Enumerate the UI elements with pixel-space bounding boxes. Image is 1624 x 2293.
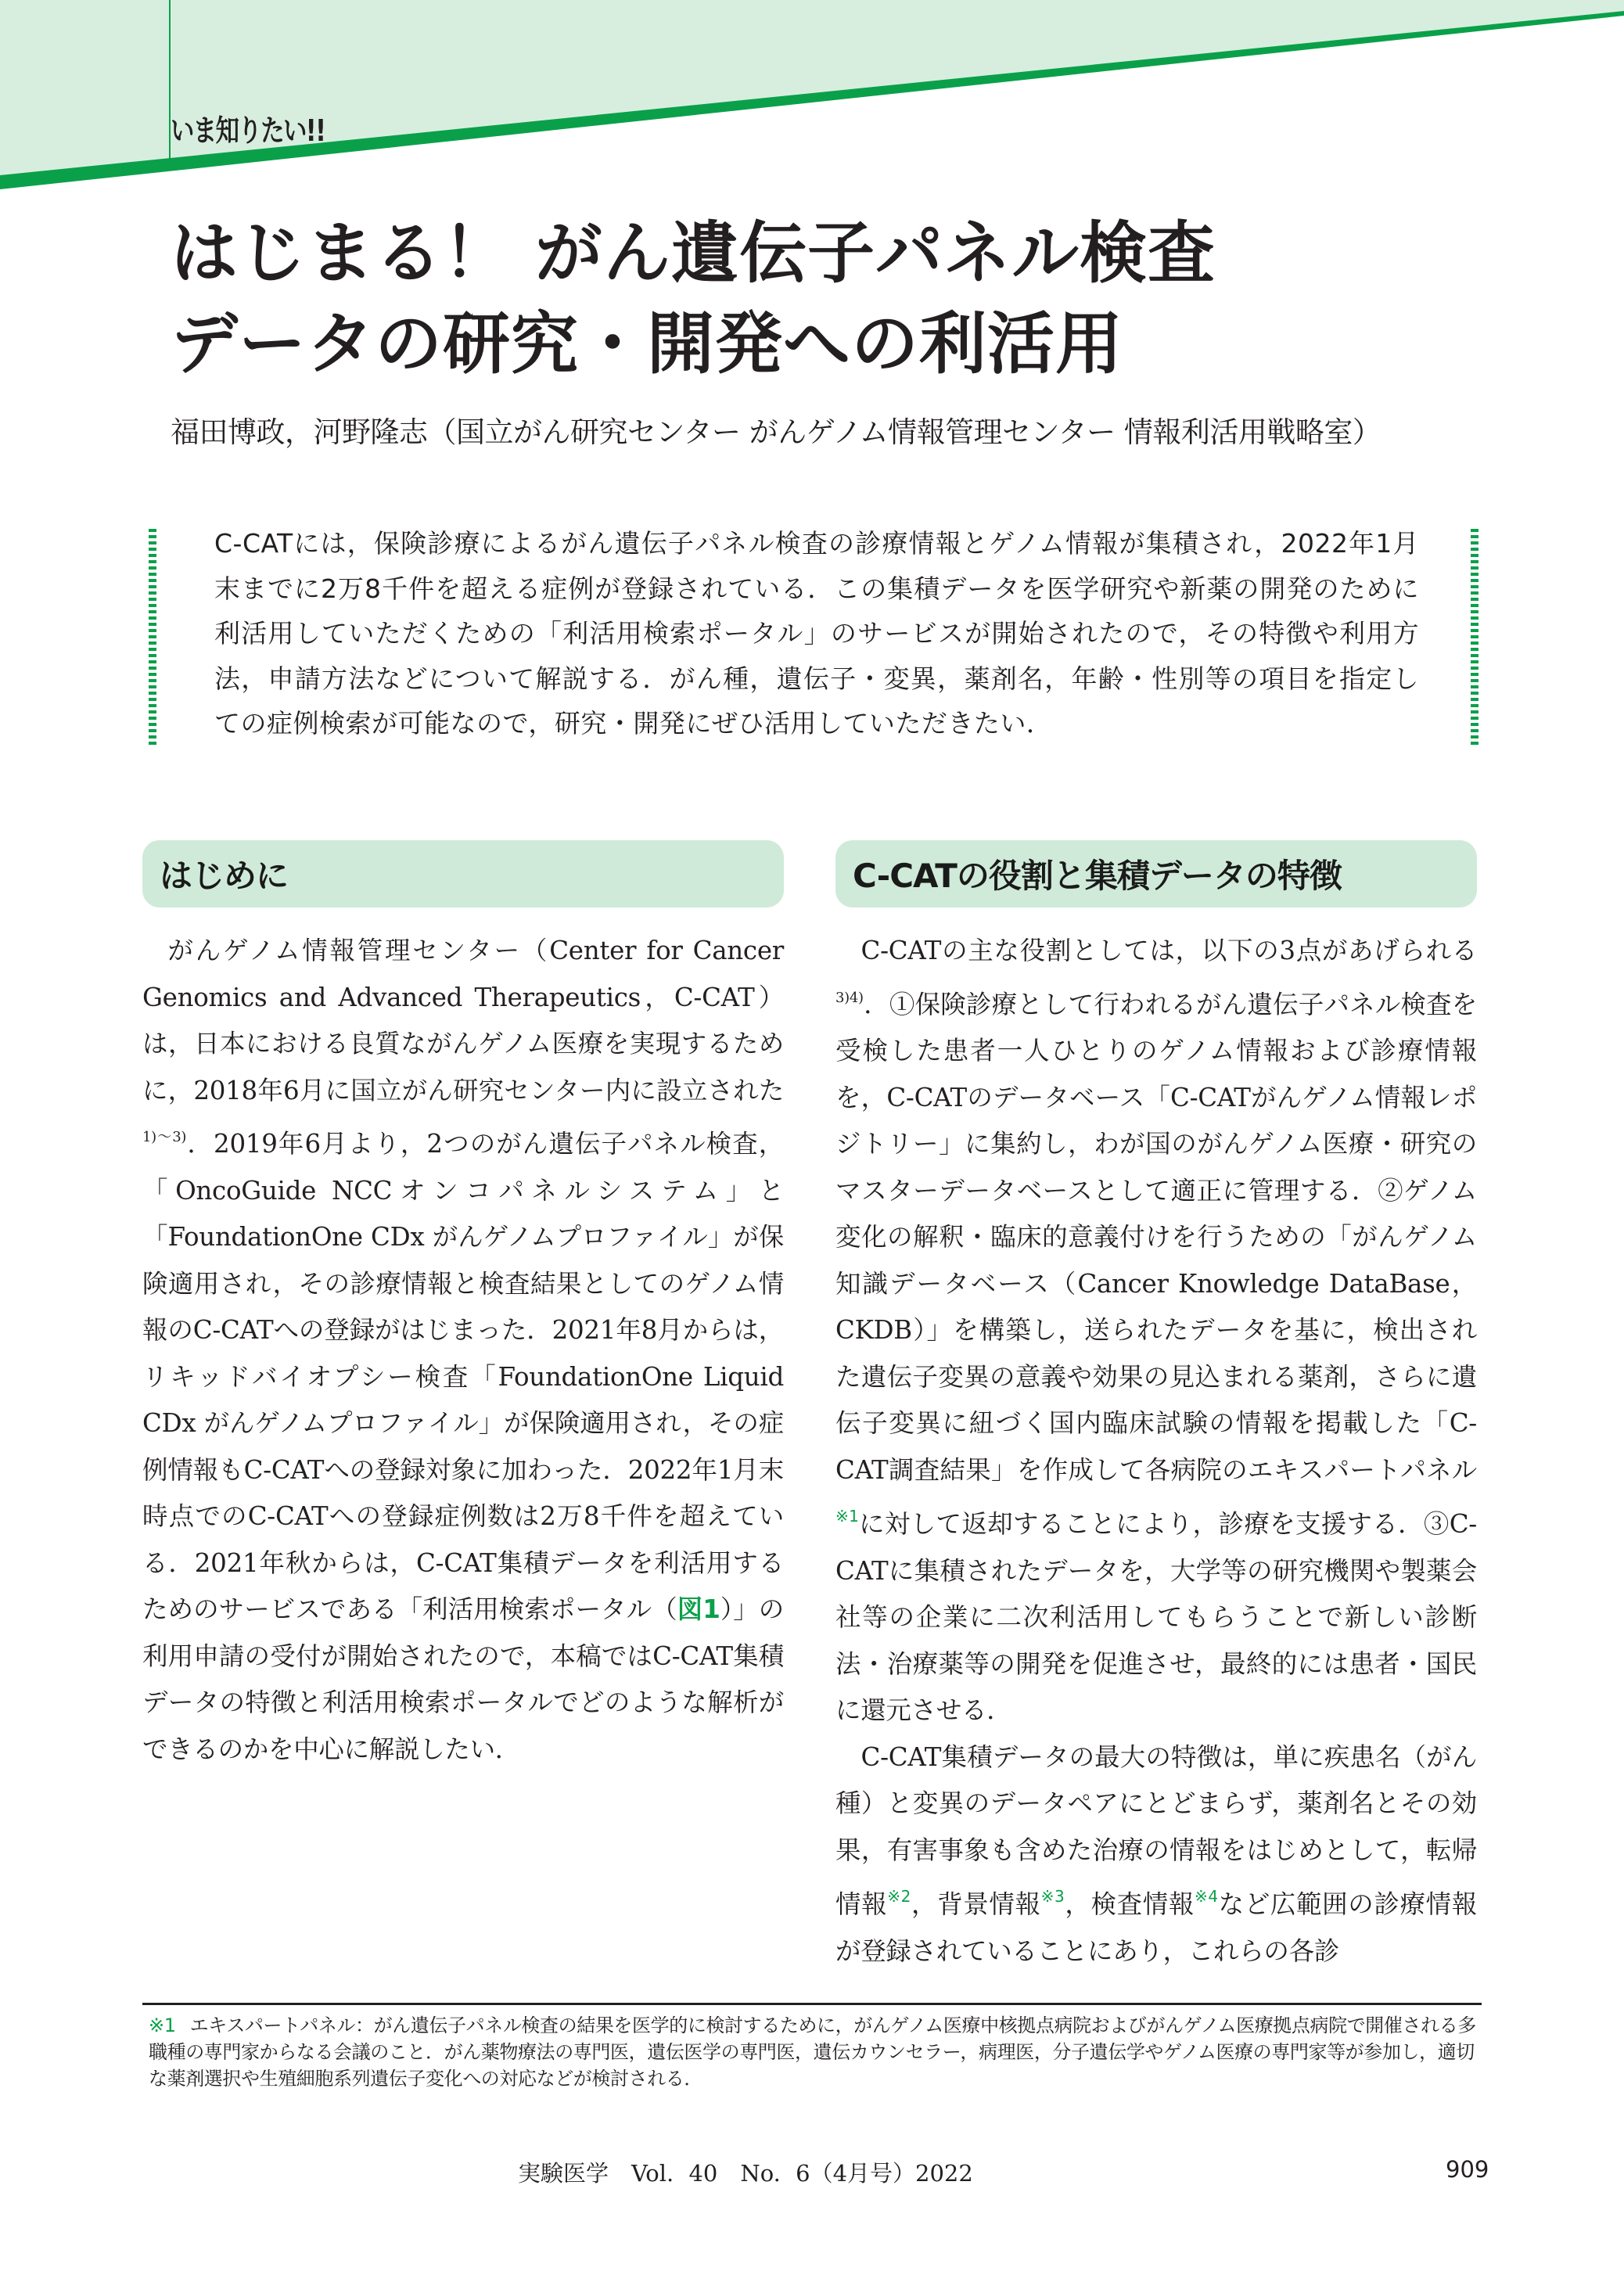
section-heading-introduction: [142, 840, 784, 907]
series-kicker: いま知りたい!!: [171, 113, 325, 148]
text-run: ．①保険診療として行われるがん遺伝子パネル検査を受検した患者一人ひとりのゲノム情報および診療情報を，C-CATのデータベース「C-CATがんゲノム情報レポジトリー」に集約し，わが国のがんゲノム医療・研究のマスターデータベースとして適正に管理する．②ゲノム変化の解釈・臨床的意義付けを行うための「がんゲノム知識データベース（Cancer Knowledge DataBase，CKDB）」を構築し，送られたデータを基に，検出された遺伝子変異の意義や効果の見込まれる薬剤，さらに遺伝子変異に紐づく国内臨床試験の情報を掲載した「C-CAT調査結果」を作成して各病院のエキスパートパネル: [835, 989, 1477, 1485]
text-run: C-CAT集積データの最大の特徴は，単に疾患名（がん種）と変異のデータペアにとどまらず，薬剤名とその効果，有害事象も含めた治療の情報をはじめとして，転帰情報: [835, 1741, 1477, 1919]
title-line-2: データの研究・開発への利活用: [171, 304, 1123, 383]
text-run: ，検査情報: [1064, 1889, 1195, 1919]
text-run: ．2019年6月より，2つのがん遺伝子パネル検査，「OncoGuide NCCオンコパネルシステム」と「FoundationOne CDx がんゲノムプロファイル」が保険適用され，その診療情報と検査結果としてのゲノム情報のC-CATへの登録がはじまった．2021年8月からは，リキッドバイオプシー検査「FoundationOne Liquid CDx がんゲノムプロファイル」が保険適用され，その症例情報もC-CATへの登録対象に加わった．2022年1月末時点でのC-CATへの登録症例数は2万8千件を超えている．2021年秋からは，C-CAT集積データを利活用するためのサービスである「利活用検索ポータル（: [142, 1129, 784, 1624]
paragraph: [142, 928, 784, 1773]
header-banner: [0, 0, 1624, 203]
section-heading-text: C-CATの役割と集積データの特徴: [853, 857, 1342, 895]
footnote-ref[interactable]: ※2: [887, 1887, 911, 1906]
text-run: がんゲノム情報管理センター（Center for Cancer Genomics and Advanced Therapeutics，C-CAT）は，日本における良質ながんゲノム医療を実現するために，2018年6月に国立がん研究センター内に設立された: [142, 936, 784, 1105]
article-title: [171, 208, 1216, 390]
text-run: ）」の利用申請の受付が開始されたので，本稿ではC-CAT集積データの特徴と利活用検索ポータルでどのような解析ができるのかを中心に解説したい．: [142, 1594, 784, 1764]
journal-citation: 実験医学 Vol. 40 No. 6（4月号）2022: [518, 2160, 973, 2187]
text-run: ，背景情報: [911, 1889, 1041, 1919]
section-heading-text: はじめに: [160, 857, 289, 895]
footnote-ref[interactable]: ※1: [835, 1507, 859, 1526]
abstract-border-left: [149, 529, 156, 748]
citation-ref[interactable]: 3)4): [835, 989, 864, 1006]
abstract-text: C-CATには，保険診療によるがん遺伝子パネル検査の診療情報とゲノム情報が集積され，2022年1月末までに2万8千件を超える症例が登録されている．この集積データを医学研究や新薬の開発のために利活用していただくための「利活用検索ポータル」のサービスが開始されたので，その特徴や利用方法，申請方法などについて解説する．がん種，遺伝子・変異，薬剤名，年齢・性別等の項目を指定しての症例検索が可能なので，研究・開発にぜひ活用していただきたい．: [214, 528, 1419, 739]
column-right: [835, 840, 1477, 1975]
footnote-mark: ※1: [149, 2014, 176, 2036]
banner-graphic: [0, 0, 1624, 203]
footnote-text: エキスパートパネル：がん遺伝子パネル検査の結果を医学的に検討するために，がんゲノム医療中核拠点病院およびがんゲノム医療拠点病院で開催される多職種の専門家からなる会議のこと．がん薬物療法の専門医，遺伝医学の専門医，遺伝カウンセラー，病理医，分子遺伝学やゲノム医療の専門家等が参加し，適切な薬剤選択や生殖細胞系列遺伝子変化への対応などが検討される．: [149, 2014, 1476, 2090]
text-run: C-CATの主な役割としては，以下の3点があげられる: [861, 936, 1477, 965]
paragraph: [835, 1734, 1477, 1975]
footnote-divider: [142, 2003, 1482, 2005]
footnote-ref[interactable]: ※4: [1194, 1887, 1218, 1906]
section-heading-ccat-role: [835, 840, 1477, 907]
footnote: [149, 2012, 1478, 2092]
title-line-1: はじまる！ がん遺伝子パネル検査: [171, 214, 1216, 293]
column-left: [142, 840, 784, 1773]
figure-link[interactable]: 図1: [677, 1594, 720, 1624]
citation-ref[interactable]: 1)～3): [142, 1129, 187, 1145]
section-body-ccat-role: [835, 928, 1477, 1975]
author-line: 福田博政，河野隆志（国立がん研究センター がんゲノム情報管理センター 情報利活用戦略室）: [171, 415, 1381, 449]
abstract-box: [149, 529, 1478, 748]
page-number: 909: [1446, 2156, 1489, 2183]
text-run: に対して返却することにより，診療を支援する．③C-CATに集積されたデータを，大学等の研究機関や製薬会社等の企業に二次利活用してもらうことで新しい診断法・治療薬等の開発を促進させ，最終的には患者・国民に還元させる．: [835, 1509, 1477, 1725]
footnote-ref[interactable]: ※3: [1040, 1887, 1065, 1906]
paragraph: [835, 928, 1477, 1734]
text-run: など広範囲の診療情報が登録されていることにあり，これらの各診: [835, 1889, 1477, 1966]
section-body-introduction: [142, 928, 784, 1773]
abstract-border-right: [1471, 529, 1478, 748]
